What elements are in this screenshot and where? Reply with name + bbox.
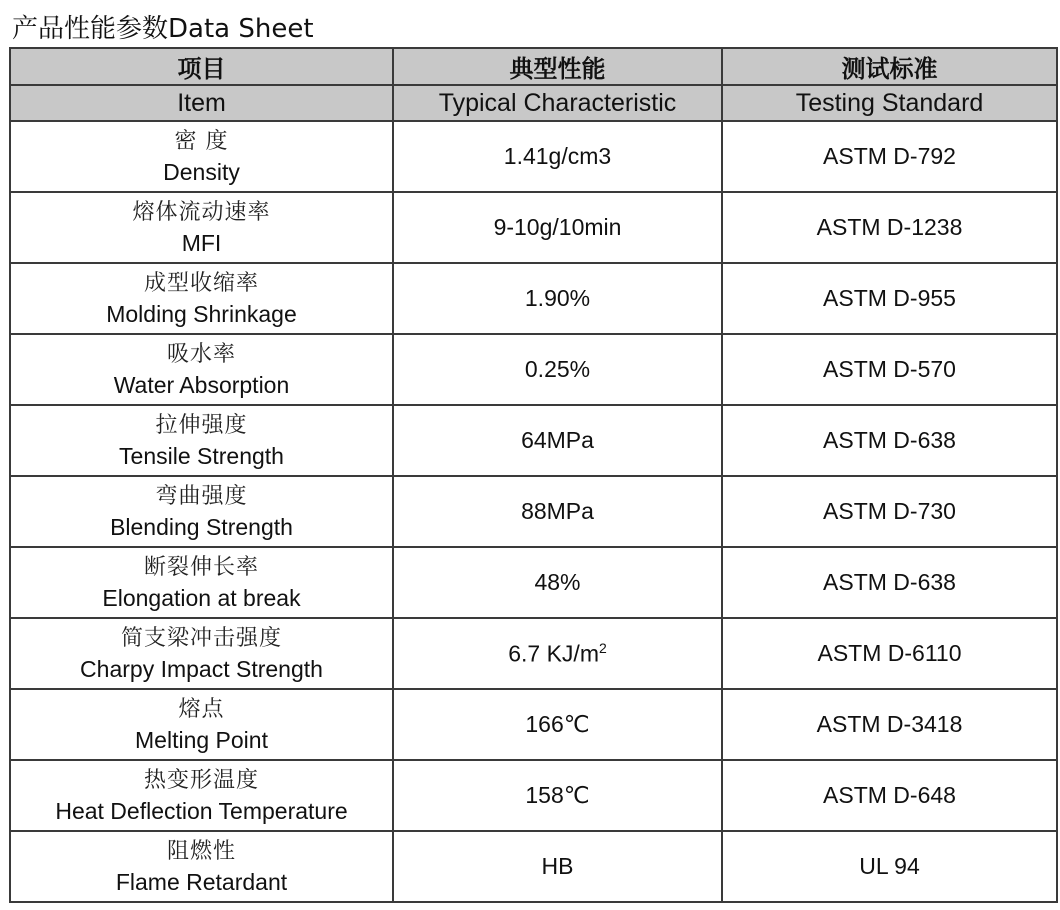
item-name-zh: 拉伸强度: [155, 412, 248, 438]
item-cell: [10, 405, 393, 476]
value-cell: 88MPa: [393, 476, 722, 547]
table-row: [10, 476, 1057, 547]
standard-cell: ASTM D-3418: [722, 689, 1057, 760]
item-cell: [10, 831, 393, 902]
standard-cell: ASTM D-955: [722, 263, 1057, 334]
table-row: [10, 334, 1057, 405]
item-name-en: Charpy Impact Strength: [80, 655, 323, 682]
page-title: 产品性能参数Data Sheet: [12, 14, 314, 44]
value-cell: 1.90%: [393, 263, 722, 334]
table-row: [10, 618, 1057, 689]
value-cell: 166℃: [393, 689, 722, 760]
value-cell: HB: [393, 831, 722, 902]
standard-cell: ASTM D-1238: [722, 192, 1057, 263]
table-row: [10, 831, 1057, 902]
data-sheet-table: [9, 47, 1058, 903]
value-text: 6.7 KJ/m: [508, 640, 599, 667]
header-row-english: [10, 85, 1057, 121]
value-cell: 48%: [393, 547, 722, 618]
item-name-zh: 简支梁冲击强度: [120, 625, 282, 651]
header-characteristic-en: Typical Characteristic: [393, 85, 722, 121]
value-cell: 0.25%: [393, 334, 722, 405]
item-cell: [10, 476, 393, 547]
header-item-zh: 项目: [10, 48, 393, 85]
item-name-en: Tensile Strength: [119, 442, 284, 469]
value-cell: [393, 618, 722, 689]
standard-cell: ASTM D-638: [722, 405, 1057, 476]
item-name-en: Flame Retardant: [115, 868, 288, 895]
item-cell: [10, 192, 393, 263]
table-row: [10, 760, 1057, 831]
item-cell: [10, 334, 393, 405]
item-name-zh: 密 度: [174, 128, 229, 154]
header-standard-zh: 测试标准: [722, 48, 1057, 85]
standard-cell: ASTM D-570: [722, 334, 1057, 405]
item-name-en: Heat Deflection Temperature: [55, 797, 348, 824]
item-cell: [10, 263, 393, 334]
header-characteristic-zh: 典型性能: [393, 48, 722, 85]
table-row: [10, 405, 1057, 476]
item-name-zh: 吸水率: [166, 341, 236, 367]
item-cell: [10, 547, 393, 618]
item-name-en: Melting Point: [135, 726, 268, 753]
item-name-en: Density: [163, 158, 240, 185]
item-name-zh: 熔体流动速率: [132, 199, 271, 225]
value-cell: 9-10g/10min: [393, 192, 722, 263]
standard-cell: ASTM D-730: [722, 476, 1057, 547]
item-cell: [10, 689, 393, 760]
standard-cell: UL 94: [722, 831, 1057, 902]
item-name-en: Water Absorption: [113, 371, 290, 398]
item-name-en: MFI: [181, 229, 222, 256]
table-row: [10, 263, 1057, 334]
item-name-en: Elongation at break: [102, 584, 301, 611]
table-row: [10, 121, 1057, 192]
standard-cell: ASTM D-792: [722, 121, 1057, 192]
header-row-chinese: [10, 48, 1057, 85]
item-name-en: Blending Strength: [110, 513, 293, 540]
item-name-zh: 熔点: [178, 696, 225, 722]
item-name-zh: 热变形温度: [143, 767, 259, 793]
value-cell: 158℃: [393, 760, 722, 831]
standard-cell: ASTM D-648: [722, 760, 1057, 831]
table-row: [10, 547, 1057, 618]
value-superscript: 2: [598, 639, 607, 656]
header-item-en: Item: [10, 85, 393, 121]
value-cell: 1.41g/cm3: [393, 121, 722, 192]
item-name-zh: 阻燃性: [166, 838, 236, 864]
item-name-en: Molding Shrinkage: [106, 300, 297, 327]
item-name-zh: 弯曲强度: [155, 483, 248, 509]
item-name-zh: 断裂伸长率: [143, 554, 259, 580]
table-row: [10, 192, 1057, 263]
header-standard-en: Testing Standard: [722, 85, 1057, 121]
table-row: [10, 689, 1057, 760]
item-cell: [10, 760, 393, 831]
value-cell: 64MPa: [393, 405, 722, 476]
standard-cell: ASTM D-6110: [722, 618, 1057, 689]
standard-cell: ASTM D-638: [722, 547, 1057, 618]
item-cell: [10, 618, 393, 689]
item-name-zh: 成型收缩率: [143, 270, 259, 296]
item-cell: [10, 121, 393, 192]
